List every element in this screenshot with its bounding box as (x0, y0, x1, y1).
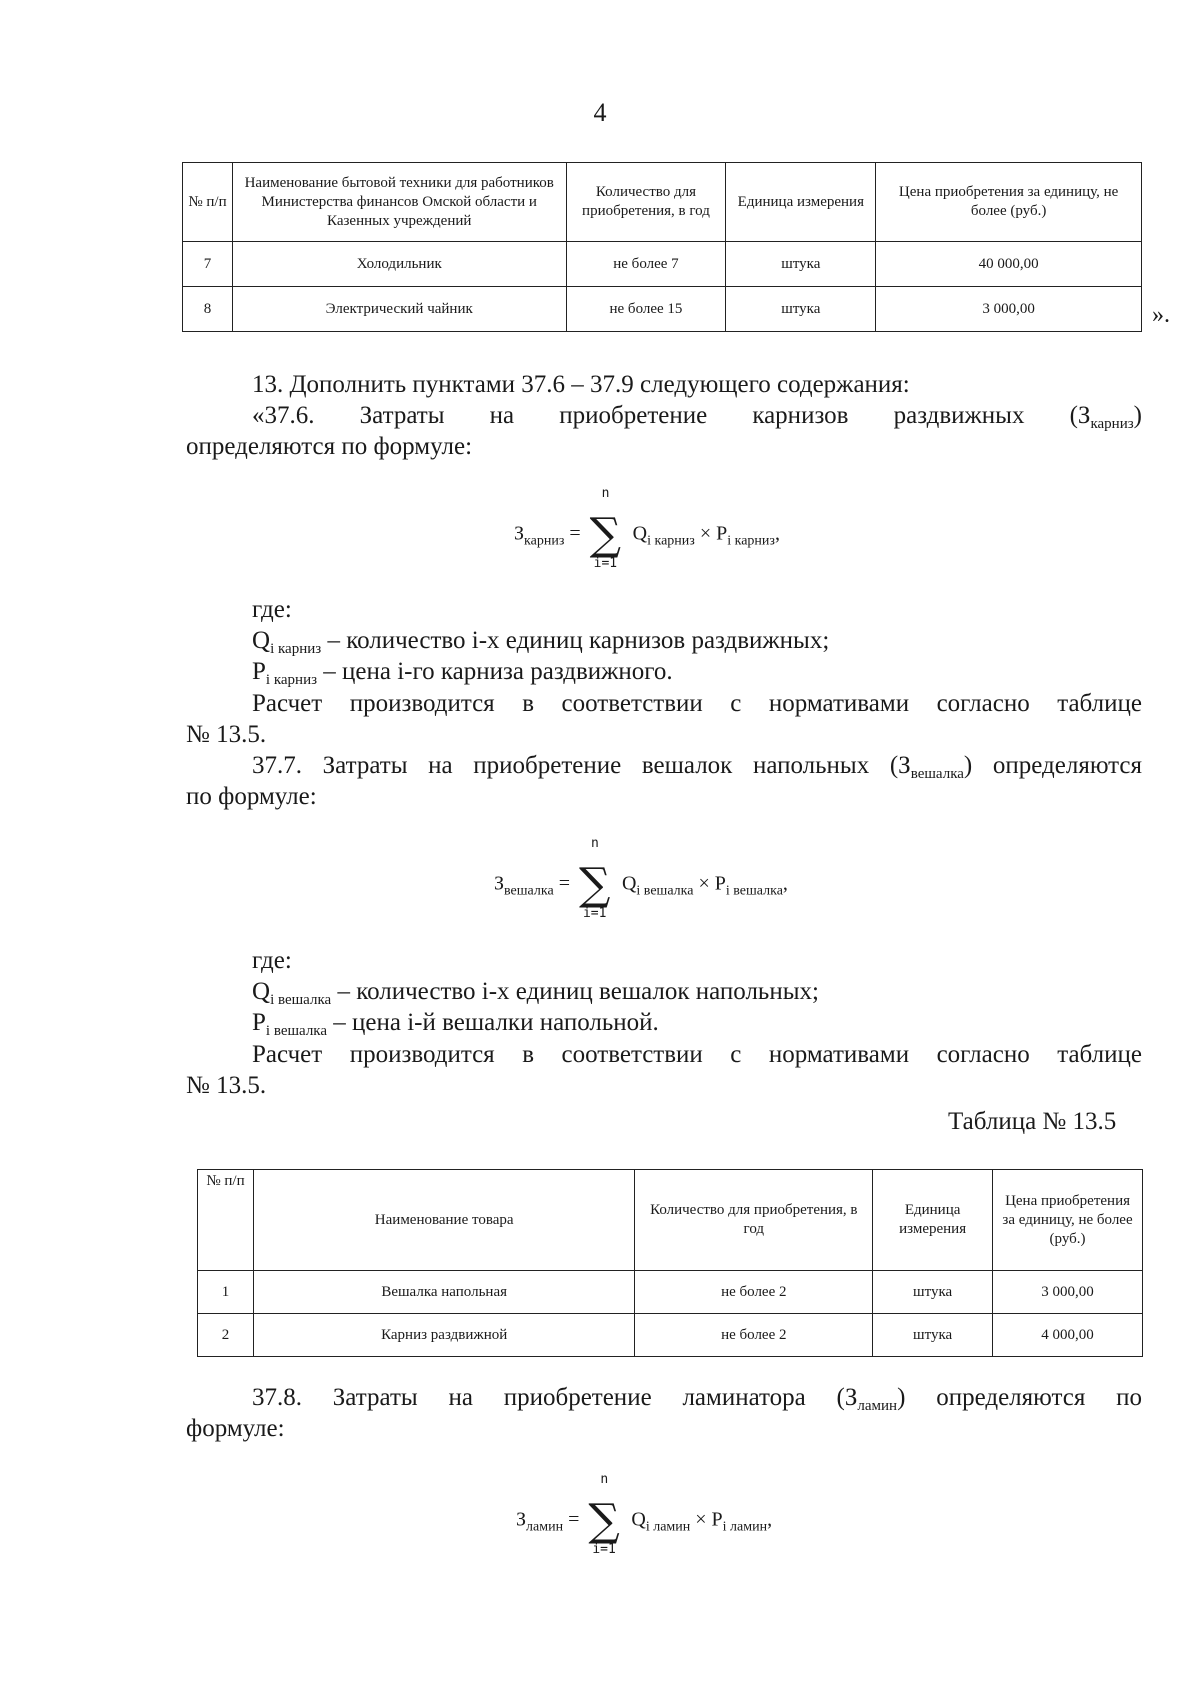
table-header-row (183, 163, 1142, 242)
calculation-note-1-cont: № 13.5. (186, 721, 267, 748)
table-cell: штука (726, 242, 876, 287)
formula-subscript: i вешалка (725, 883, 783, 899)
table-cell: 4 000,00 (993, 1314, 1143, 1357)
symbol: Q (252, 627, 271, 654)
table-cell: 2 (198, 1314, 254, 1357)
closing-quote: ». (1152, 302, 1170, 328)
paragraph-13: 13. Дополнить пунктами 37.6 – 37.9 следующего содержания: (252, 371, 910, 398)
table-cell: 1 (198, 1271, 254, 1314)
header-cell: № п/п (198, 1170, 254, 1271)
definition-p-karniz (252, 657, 673, 687)
header-cell: Наименование товара (253, 1170, 634, 1271)
paragraph-37-8-cont: формуле: (186, 1415, 285, 1442)
formula-karniz (514, 486, 780, 571)
table-13-5 (197, 1169, 1143, 1357)
sum-symbol (589, 486, 624, 571)
sum-lower-limit: i=1 (593, 556, 618, 571)
formula-p: P (711, 1508, 723, 1531)
header-cell: Цена приобретения за единицу, не более (руб.) (993, 1170, 1143, 1271)
sum-lower-limit: i=1 (592, 1542, 616, 1557)
sigma-icon: ∑ (589, 509, 622, 560)
definition-text: – цена i-го карниза раздвижного. (317, 658, 673, 685)
sum-symbol (588, 1472, 622, 1557)
sum-lower-limit: i=1 (582, 906, 607, 921)
table-row (183, 287, 1142, 332)
formula-q: Q (632, 522, 648, 545)
paragraph-text: 37.7. Затраты на приобретение вешалок напольных (З (252, 752, 911, 779)
formula-subscript: i ламин (645, 1519, 691, 1535)
formula-subscript: карниз (524, 533, 565, 549)
header-cell: Цена приобретения за единицу, не более (руб.) (876, 163, 1142, 242)
definition-text: – количество i-х единиц вешалок напольных; (331, 978, 819, 1005)
formula-subscript: i вешалка (636, 883, 694, 899)
sum-upper-limit: n (600, 1472, 609, 1487)
formula-veshalka (494, 836, 788, 921)
equals-sign: = (569, 522, 581, 545)
sum-upper-limit: n (601, 486, 610, 501)
table-cell: не более 7 (566, 242, 726, 287)
sum-symbol (578, 836, 613, 921)
paragraph-37-7 (252, 751, 1142, 781)
paragraph-37-8 (252, 1383, 1142, 1413)
table-cell: 7 (183, 242, 233, 287)
table-cell: штука (873, 1271, 993, 1314)
equals-sign: = (558, 872, 570, 895)
table-cell: 40 000,00 (876, 242, 1142, 287)
times-sign: × (699, 522, 712, 545)
table-header-row (198, 1170, 1143, 1271)
paragraph-37-7-cont: по формуле: (186, 783, 317, 810)
table-cell: Карниз раздвижной (253, 1314, 634, 1357)
symbol: P (252, 1009, 266, 1036)
table-cell: 3 000,00 (876, 287, 1142, 332)
symbol: Q (252, 978, 271, 1005)
formula-subscript: i ламин (722, 1519, 768, 1535)
subscript: i карниз (265, 672, 318, 688)
formula-comma: , (782, 872, 788, 895)
definition-q-karniz (252, 626, 829, 656)
header-cell: № п/п (183, 163, 233, 242)
times-sign: × (695, 1508, 707, 1531)
paragraph-text: ) определяются по (897, 1384, 1142, 1411)
formula-subscript: вешалка (504, 883, 554, 899)
table-cell: 3 000,00 (993, 1271, 1143, 1314)
formula-comma: , (767, 1508, 773, 1531)
table-row (198, 1271, 1143, 1314)
formula-q: Q (621, 872, 637, 895)
header-cell: Единица измерения (726, 163, 876, 242)
subscript: i карниз (270, 641, 322, 657)
equals-sign: = (568, 1508, 580, 1531)
formula-lhs: З (514, 522, 525, 545)
definition-text: – цена i-й вешалки напольной. (327, 1009, 659, 1036)
where-label: где: (252, 947, 292, 974)
paragraph-text: «37.6. Затраты на приобретение карнизов раздвижных (З (252, 402, 1091, 429)
header-cell: Единица измерения (873, 1170, 993, 1271)
formula-lhs: З (494, 872, 505, 895)
definition-p-veshalka (252, 1008, 659, 1038)
paragraph-text: ) (1133, 402, 1142, 429)
table-cell: 8 (183, 287, 233, 332)
table-caption: Таблица № 13.5 (948, 1108, 1117, 1135)
sigma-icon: ∑ (578, 859, 611, 910)
calculation-note-1: Расчет производится в соответствии с нормативами согласно таблице (252, 690, 1142, 717)
times-sign: × (698, 872, 710, 895)
formula-subscript: i карниз (727, 533, 775, 549)
formula-q: Q (631, 1508, 646, 1531)
paragraph-37-6-cont: определяются по формуле: (186, 433, 473, 460)
where-label: где: (252, 596, 292, 623)
formula-p: P (714, 872, 726, 895)
header-cell: Количество для приобретения, в год (635, 1170, 873, 1271)
table-row (198, 1314, 1143, 1357)
table-cell: не более 2 (635, 1314, 873, 1357)
calculation-note-2-cont: № 13.5. (186, 1072, 267, 1099)
definition-text: – количество i-х единиц карнизов раздвижных; (321, 627, 830, 654)
sigma-icon: ∑ (588, 1495, 620, 1546)
table-cell: не более 2 (635, 1271, 873, 1314)
formula-lamin (516, 1472, 773, 1557)
household-appliances-table (182, 162, 1142, 332)
table-cell: штука (726, 287, 876, 332)
formula-lhs: З (516, 1508, 527, 1531)
table-row (183, 242, 1142, 287)
subscript: карниз (1090, 416, 1134, 432)
page-number: 4 (593, 98, 607, 127)
formula-p: P (716, 522, 728, 545)
formula-subscript: ламин (526, 1519, 564, 1535)
table-cell: Электрический чайник (232, 287, 566, 332)
header-cell: Наименование бытовой техники для работников Министерства финансов Омской области и Казенных учреждений (232, 163, 566, 242)
symbol: P (252, 658, 266, 685)
formula-comma: , (774, 522, 780, 545)
paragraph-37-6 (252, 401, 1142, 431)
header-cell: Количество для приобретения, в год (566, 163, 726, 242)
calculation-note-2: Расчет производится в соответствии с нормативами согласно таблице (252, 1041, 1142, 1068)
paragraph-text: 37.8. Затраты на приобретение ламинатора (З (252, 1384, 858, 1411)
subscript: i вешалка (270, 992, 332, 1008)
table-cell: не более 15 (566, 287, 726, 332)
table-cell: Холодильник (232, 242, 566, 287)
table-cell: штука (873, 1314, 993, 1357)
paragraph-text: ) определяются (963, 752, 1143, 779)
table-cell: Вешалка напольная (253, 1271, 634, 1314)
subscript: ламин (857, 1398, 898, 1414)
subscript: вешалка (910, 766, 964, 782)
subscript: i вешалка (265, 1023, 328, 1039)
formula-subscript: i карниз (647, 533, 695, 549)
definition-q-veshalka (252, 977, 819, 1007)
sum-upper-limit: n (590, 836, 599, 851)
